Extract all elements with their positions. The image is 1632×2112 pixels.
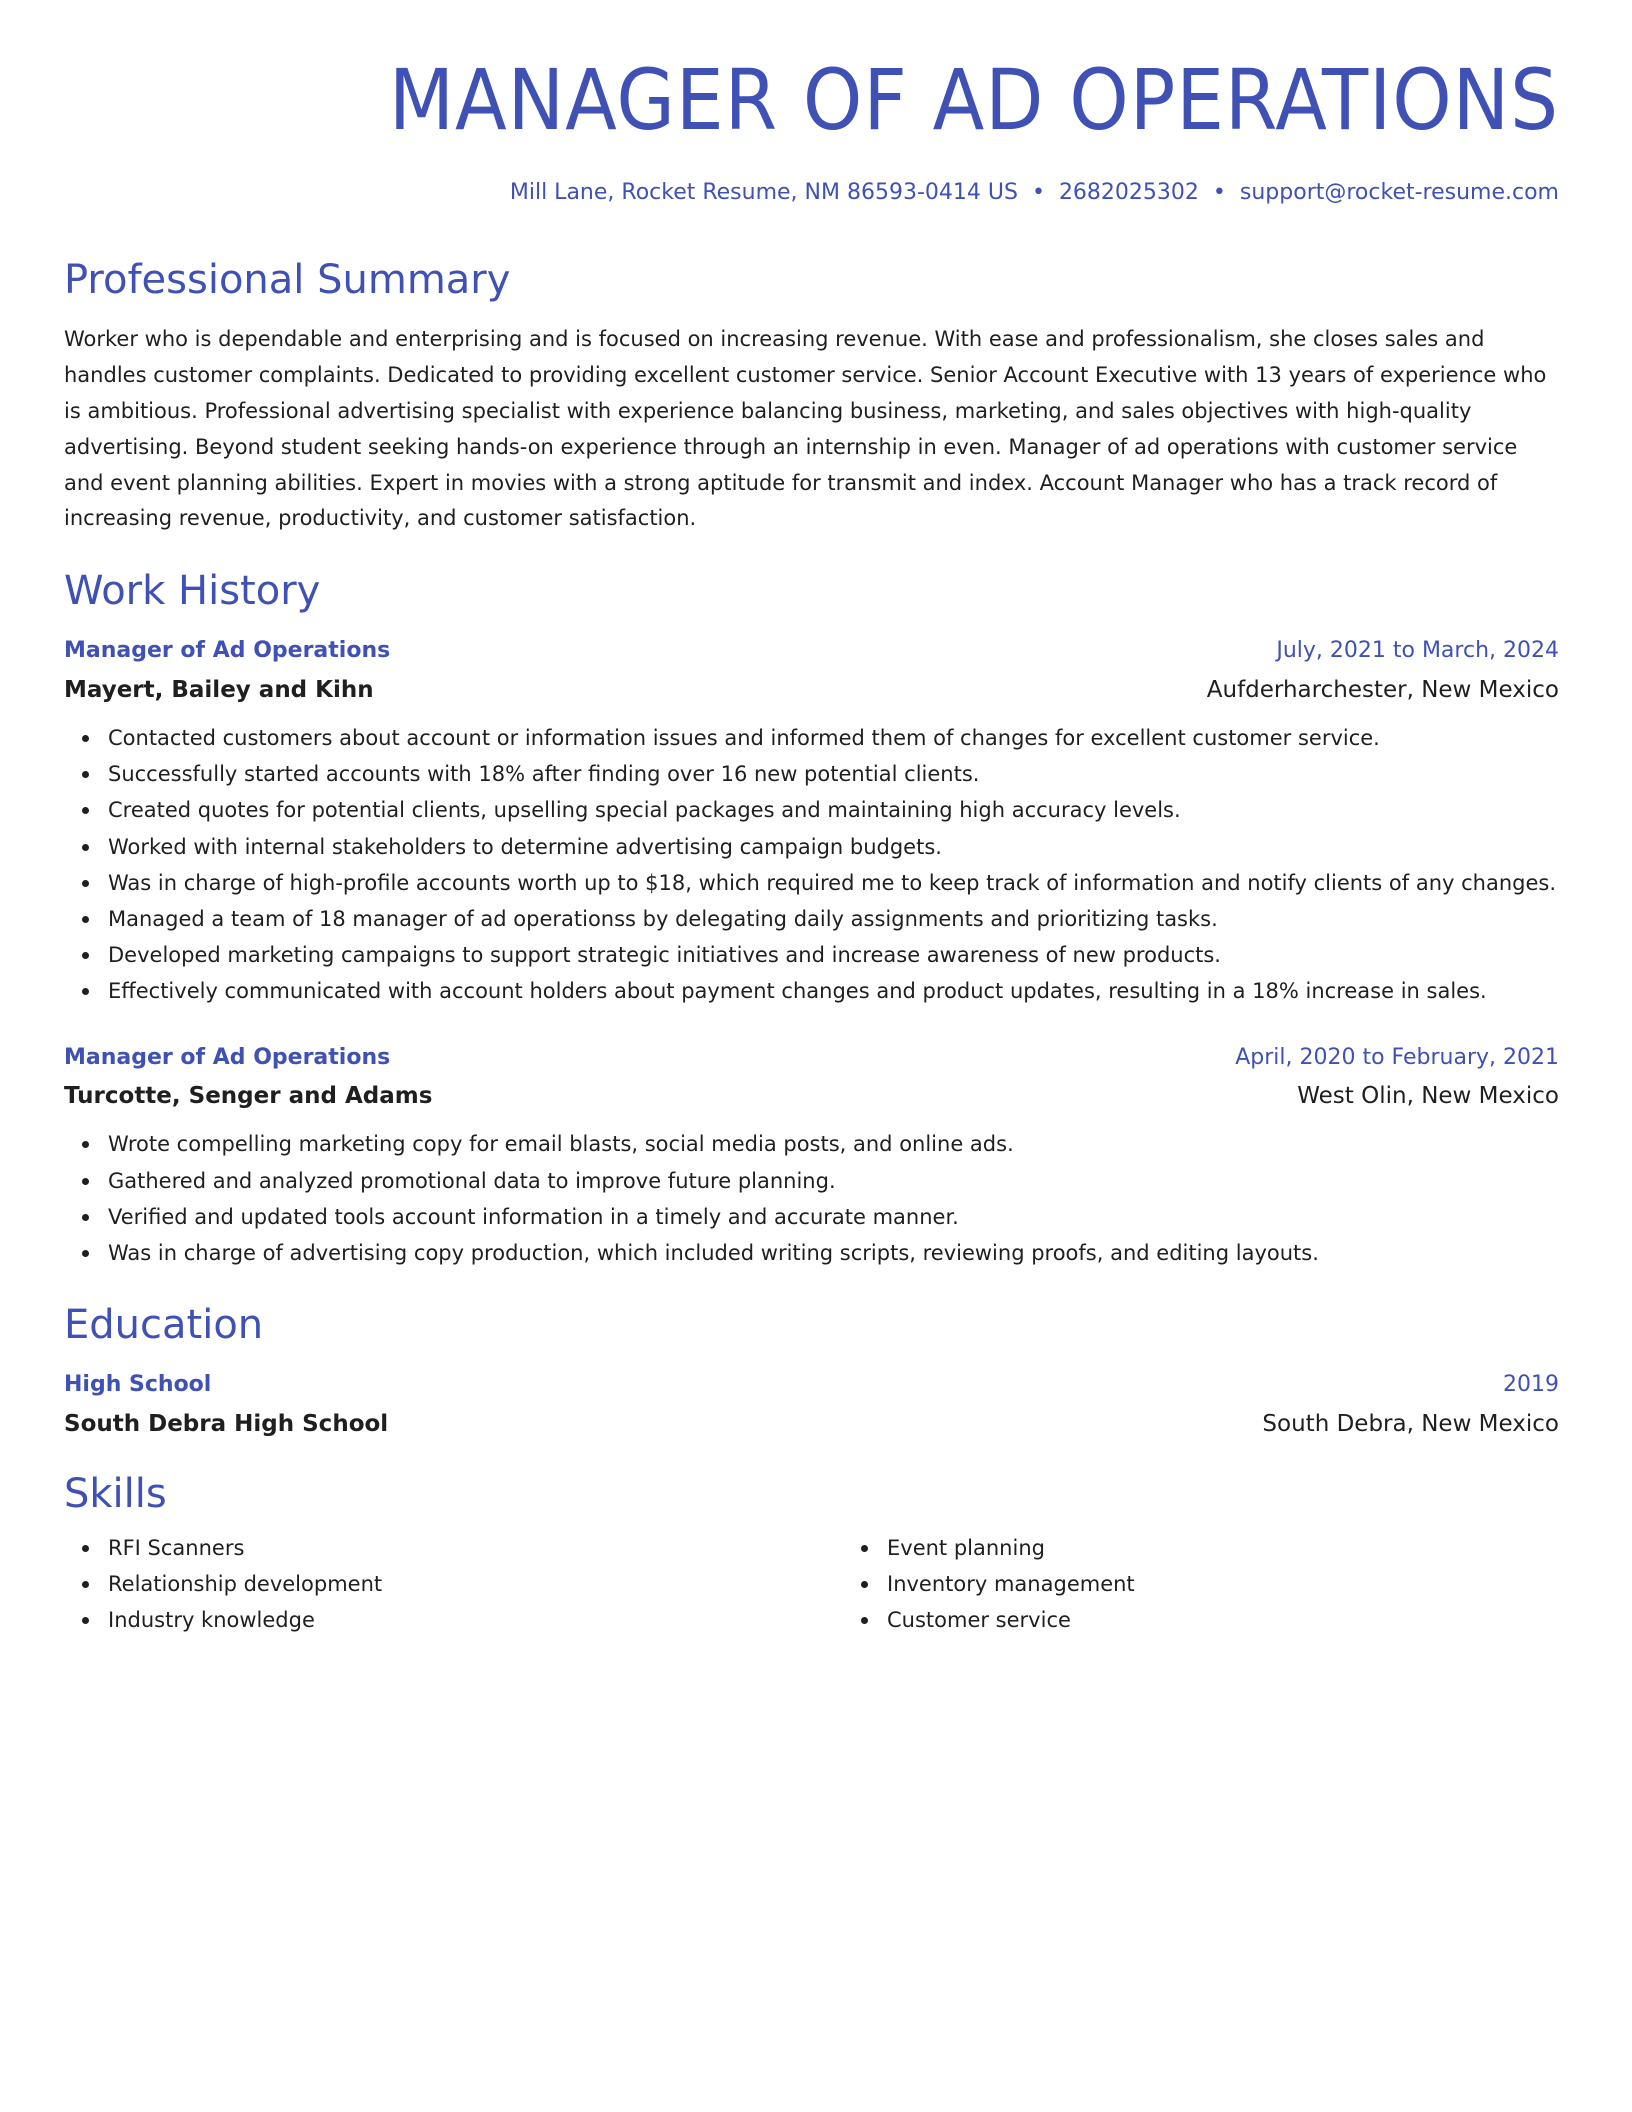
- job-header-row: [64, 637, 1559, 666]
- job-header-row: [64, 1044, 1559, 1073]
- job-company-row: [64, 666, 1559, 706]
- job-bullet: Worked with internal stakeholders to determine advertising campaign budgets.: [108, 829, 1559, 865]
- job-location: Aufderharchester, New Mexico: [1206, 676, 1559, 703]
- summary-text: Worker who is dependable and enterprising and is focused on increasing revenue. With ease and professionalism, she closes sales and handles customer complaints. Dedicated to providing excellent customer service. Senior Account Executive with 13 years of experience who is ambitious. Professional advertising specialist with experience balancing business, marketing, and sales objectives with high-quality advertising. Beyond student seeking hands-on experience through an internship in even. Manager of ad operations with customer service and event planning abilities. Expert in movies with a strong aptitude for transmit and index. Account Manager who has a track record of increasing revenue, productivity, and customer satisfaction.: [64, 327, 1547, 531]
- skill-item: Inventory management: [887, 1566, 1622, 1602]
- job-bullet: Verified and updated tools account information in a timely and accurate manner.: [108, 1199, 1559, 1235]
- education-school: South Debra High School: [64, 1410, 389, 1437]
- skill-item: Event planning: [887, 1530, 1622, 1566]
- education-school-row: [64, 1400, 1559, 1440]
- education-header-row: [64, 1371, 1559, 1400]
- job-dates: July, 2021 to March, 2024: [1276, 638, 1559, 664]
- skill-item: RFI Scanners: [108, 1530, 843, 1566]
- job-bullet: Contacted customers about account or information issues and informed them of changes for excellent customer service.: [108, 720, 1559, 756]
- job-location: West Olin, New Mexico: [1297, 1083, 1559, 1110]
- job-role: Manager of Ad Operations: [64, 1044, 391, 1070]
- job-entry: [64, 1044, 1559, 1272]
- job-bullets: [64, 1126, 1559, 1271]
- skills-list-left: [64, 1530, 843, 1639]
- resume-name: MANAGER OF AD OPERATIONS: [388, 51, 1559, 149]
- education-location: South Debra, New Mexico: [1262, 1410, 1559, 1437]
- job-bullet: Gathered and analyzed promotional data to improve future planning.: [108, 1163, 1559, 1199]
- summary-heading: Professional Summary: [64, 257, 511, 304]
- work-history-heading: Work History: [64, 568, 321, 615]
- job-bullet: Created quotes for potential clients, upselling special packages and maintaining high accuracy levels.: [108, 792, 1559, 828]
- contact-address: Mill Lane, Rocket Resume, NM 86593-0414 US: [509, 180, 1018, 205]
- contact-separator: •: [1031, 180, 1045, 205]
- resume-page: [64, 0, 1559, 1639]
- job-role: Manager of Ad Operations: [64, 638, 391, 664]
- education-degree: High School: [64, 1372, 212, 1398]
- skills-columns: [64, 1530, 1559, 1639]
- job-bullets: [64, 720, 1559, 1010]
- job-bullet: Was in charge of advertising copy production, which included writing scripts, reviewing proofs, and editing layouts.: [108, 1235, 1559, 1271]
- contact-phone: 2682025302: [1058, 180, 1199, 205]
- skill-item: Customer service: [887, 1602, 1622, 1638]
- contact-separator: •: [1212, 180, 1226, 205]
- job-company-row: [64, 1072, 1559, 1112]
- job-company: Mayert, Bailey and Kihn: [64, 676, 374, 703]
- job-bullet: Was in charge of high-profile accounts worth up to $18, which required me to keep track of information and notify clients of any changes.: [108, 865, 1559, 901]
- education-year: 2019: [1503, 1372, 1559, 1398]
- job-bullet: Wrote compelling marketing copy for email blasts, social media posts, and online ads.: [108, 1126, 1559, 1162]
- job-bullet: Managed a team of 18 manager of ad operationss by delegating daily assignments and prioritizing tasks.: [108, 901, 1559, 937]
- skills-heading: Skills: [64, 1470, 167, 1517]
- job-company: Turcotte, Senger and Adams: [64, 1083, 433, 1110]
- job-bullet: Successfully started accounts with 18% after finding over 16 new potential clients.: [108, 756, 1559, 792]
- contact-line: [64, 180, 1559, 206]
- skill-item: Relationship development: [108, 1566, 843, 1602]
- education-heading: Education: [64, 1302, 264, 1349]
- skill-item: Industry knowledge: [108, 1602, 843, 1638]
- job-entry: [64, 637, 1559, 1009]
- contact-email: support@rocket-resume.com: [1239, 180, 1559, 205]
- education-entry: [64, 1371, 1559, 1440]
- job-dates: April, 2020 to February, 2021: [1235, 1044, 1559, 1070]
- job-bullet: Developed marketing campaigns to support strategic initiatives and increase awareness of new products.: [108, 937, 1559, 973]
- skills-list-right: [843, 1530, 1622, 1639]
- job-bullet: Effectively communicated with account holders about payment changes and product updates, resulting in a 18% increase in sales.: [108, 973, 1559, 1009]
